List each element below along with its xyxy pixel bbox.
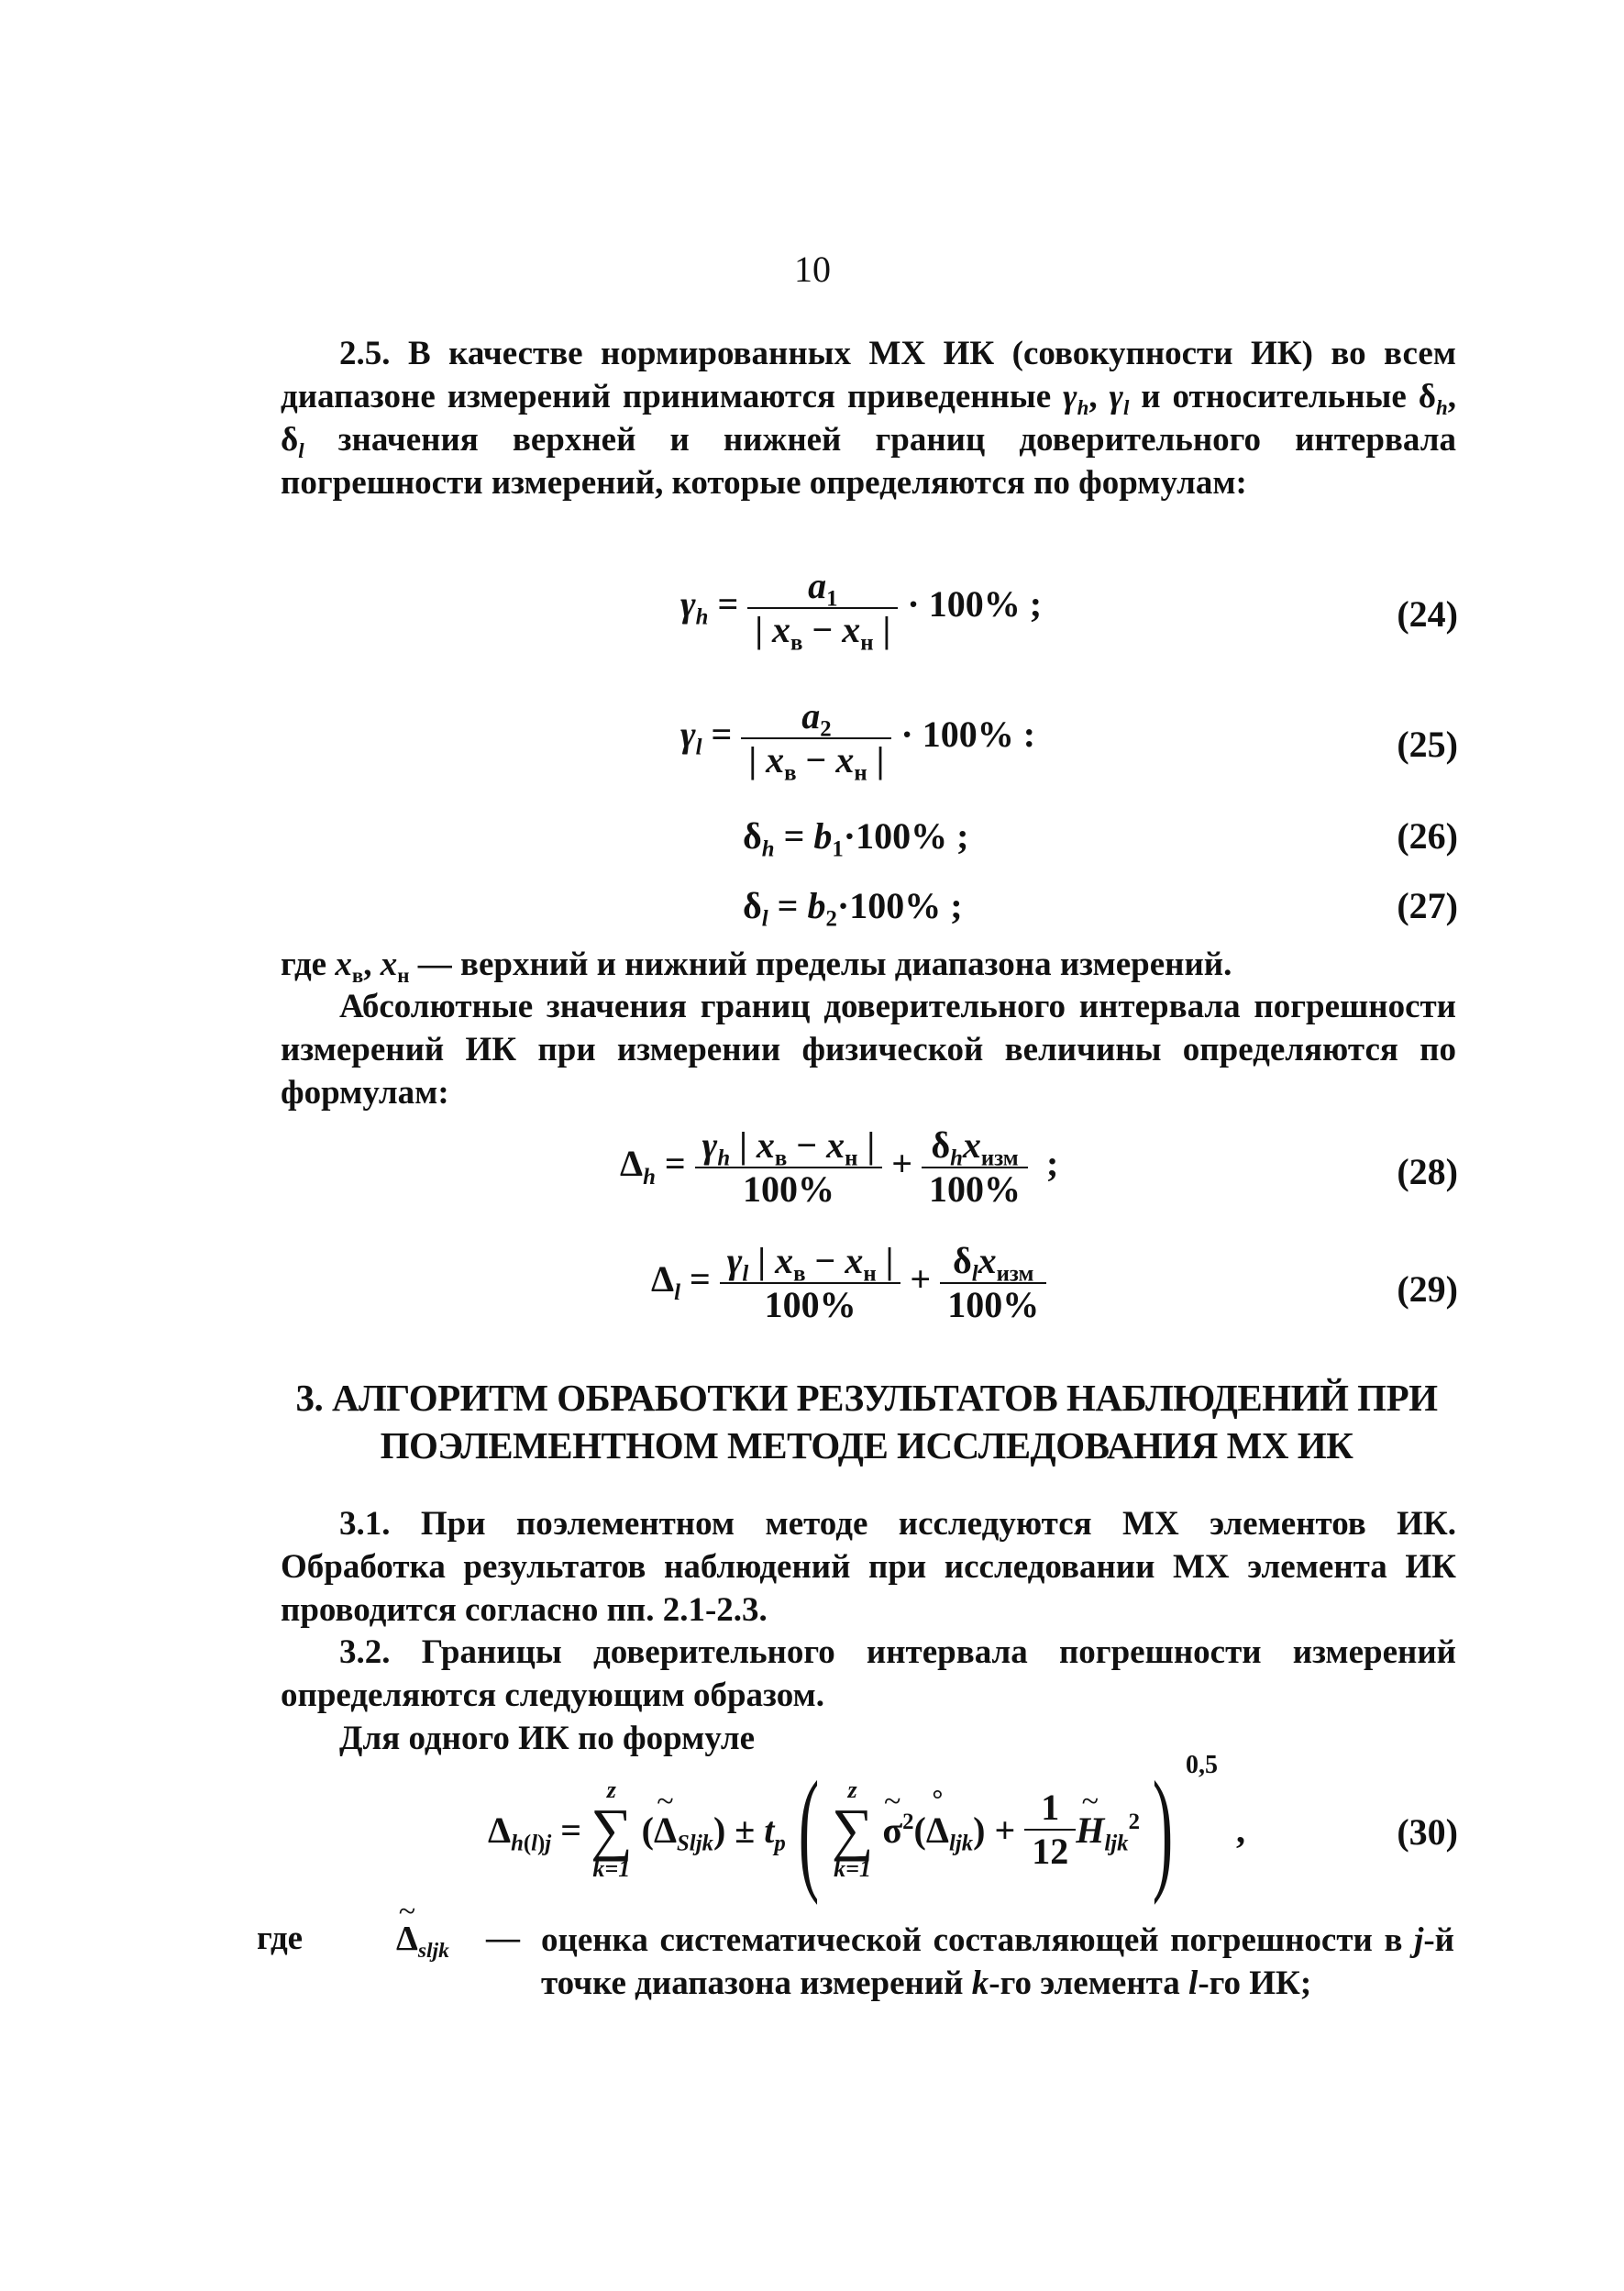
- equation-number-25: (25): [1397, 724, 1458, 765]
- paragraph-one-ik: Для одного ИК по формуле: [339, 1720, 756, 1757]
- paragraph-3-2: 3.2. Границы доверительного интервала погрешности измерений определяются следующим образом.: [281, 1633, 1456, 1714]
- paragraph-absolute: Абсолютные значения границ доверительного интервала погрешности измерений ИК при измерении физической величины определяются по формулам:: [281, 988, 1456, 1112]
- where-x-definition: где $x_в$, $x_н$ — верхний и нижний пределы диапазона измерений.: [281, 946, 1232, 988]
- equation-26: $\delta_h = b_1\cdot 100\%$ ;: [743, 815, 969, 862]
- where-symbol: ~ $\Delta_{sljk}$: [396, 1919, 449, 1959]
- where-dash: —: [486, 1920, 520, 1957]
- equation-number-29: (29): [1397, 1268, 1458, 1310]
- equation-27: $\delta_l = b_2\cdot 100\%$ ;: [743, 885, 963, 932]
- equation-24: $\gamma_h$ = $\frac{a_1}{| x_в - x_н |}$ · 100% ;: [680, 565, 1043, 656]
- where-label: где: [257, 1920, 304, 1957]
- equation-28: $\Delta_h$ = $\frac{\gamma_h | x_в - x_н |}{100\%}$ + $\frac{\delta_hx_{изм}}{100\%}$ ;: [620, 1124, 1059, 1210]
- page-number: 10: [794, 249, 831, 290]
- equation-number-28: (28): [1397, 1151, 1458, 1192]
- equation-number-26: (26): [1397, 815, 1458, 857]
- equation-25: $\gamma_l$ = $\frac{a_2}{| x_в - x_н |}$ · 100% :: [680, 695, 1036, 786]
- paragraph-3-1: 3.1. При поэлементном методе исследуются МХ элементов ИК. Обработка результатов наблюдений при исследовании МХ элемента ИК проводится согласно пп. 2.1-2.3.: [281, 1505, 1456, 1629]
- section-3-heading: 3. АЛГОРИТМ ОБРАБОТКИ РЕЗУЛЬТАТОВ НАБЛЮДЕНИЙ ПРИ ПОЭЛЕМЕНТНОМ МЕТОДЕ ИССЛЕДОВАНИЯ МХ ИК: [295, 1377, 1438, 1466]
- equation-number-24: (24): [1397, 593, 1458, 635]
- equation-number-30: (30): [1397, 1811, 1458, 1853]
- equation-number-27: (27): [1397, 885, 1458, 926]
- equation-30: $\Delta_{h(l)j}$ = z ∑ k=1 (~ $\Delta_{Sljk}) \pm t_p$ ( z ∑ k=1 ~ $\sigma^2(^\circ$ $\Delta_{ljk}$) + $\frac{1}{12}$ ~ $H_{ljk}^2$ ) 0,5 ,: [488, 1752, 1245, 1908]
- equation-29: $\Delta_l$ = $\frac{\gamma_l | x_в - x_н |}{100\%}$ + $\frac{\delta_lx_{изм}}{100\%}$: [651, 1240, 1046, 1326]
- paragraph-2-5: 2.5. В качестве нормированных МХ ИК (совокупности ИК) во всем диапазоне измерений принимаются приведенные $\gamma_h$, $\gamma_l$ и относительные $\delta_h$, $\delta_l$ значения верхней и нижней границ доверительного интервала погрешности измерений, которые определяются по формулам:: [281, 335, 1457, 502]
- where-description: оценка систематической составляющей погрешности в j-й точке диапазона измерений k-го элемента l-го ИК;: [541, 1921, 1454, 2002]
